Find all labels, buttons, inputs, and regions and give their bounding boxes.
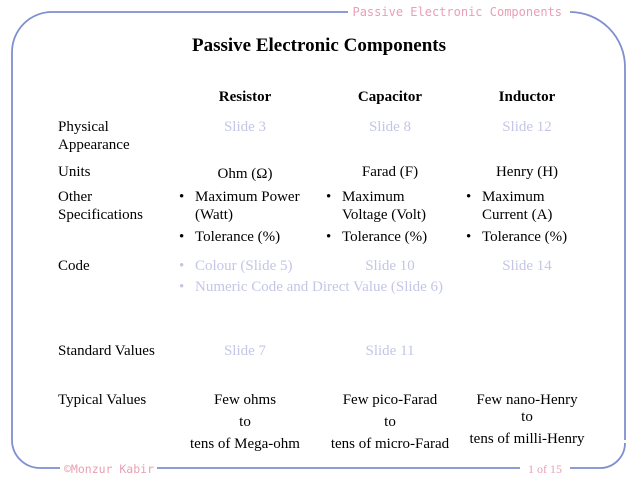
typical-inductor-3: tens of milli-Henry	[469, 431, 585, 447]
bullet: •	[179, 229, 185, 245]
units-resistor: Ohm (Ω)	[217, 166, 273, 182]
link-slide-11[interactable]: Slide 11	[365, 343, 415, 359]
spec-inductor-1: Maximum Current (A)	[482, 189, 553, 223]
row-label-code: Code	[58, 258, 90, 274]
footer-author: ©Monzur Kabir	[64, 462, 155, 476]
row-label-standard: Standard Values	[58, 343, 155, 359]
column-header-capacitor: Capacitor	[357, 89, 423, 105]
bullet: •	[179, 279, 185, 295]
spec-capacitor-2: Tolerance (%)	[342, 229, 428, 245]
typical-inductor-1: Few nano-Henry	[476, 392, 578, 408]
link-slide-8[interactable]: Slide 8	[368, 119, 412, 135]
typical-resistor-3: tens of Mega-ohm	[190, 436, 300, 452]
units-capacitor: Farad (F)	[361, 164, 419, 180]
typical-capacitor-3: tens of micro-Farad	[330, 436, 450, 452]
typical-capacitor-2: to	[384, 414, 396, 430]
link-slide-3[interactable]: Slide 3	[223, 119, 267, 135]
column-header-resistor: Resistor	[218, 89, 272, 105]
link-slide-5[interactable]: Colour (Slide 5)	[195, 258, 293, 274]
bullet: •	[326, 189, 332, 205]
units-inductor: Henry (H)	[495, 164, 559, 180]
row-label-typical: Typical Values	[58, 392, 147, 408]
bullet: •	[179, 189, 185, 205]
link-slide-10[interactable]: Slide 10	[365, 258, 415, 274]
bullet: •	[466, 229, 472, 245]
link-slide-12[interactable]: Slide 12	[502, 119, 552, 135]
link-slide-6[interactable]: Numeric Code and Direct Value (Slide 6)	[195, 279, 443, 295]
slide-title: Passive Electronic Components	[191, 35, 447, 56]
header-text: Passive Electronic Components	[348, 4, 566, 20]
spec-resistor-2: Tolerance (%)	[195, 229, 281, 245]
bullet: •	[466, 189, 472, 205]
typical-resistor-1: Few ohms	[213, 392, 277, 408]
typical-resistor-2: to	[239, 414, 251, 430]
row-label-physical: Physical Appearance	[58, 119, 130, 153]
bullet: •	[179, 258, 185, 274]
spec-inductor-2: Tolerance (%)	[482, 229, 568, 245]
typical-inductor-2: to	[521, 409, 533, 425]
spec-resistor-1: Maximum Power (Watt)	[195, 189, 300, 223]
footer-page-number: 1 of 15	[528, 462, 562, 476]
link-slide-7[interactable]: Slide 7	[223, 343, 267, 359]
bullet: •	[326, 229, 332, 245]
link-slide-14[interactable]: Slide 14	[502, 258, 552, 274]
spec-capacitor-1: Maximum Voltage (Volt)	[342, 189, 427, 223]
row-label-other: Other Specifications	[58, 189, 143, 223]
typical-capacitor-1: Few pico-Farad	[342, 392, 438, 408]
row-label-units: Units	[58, 164, 91, 180]
column-header-inductor: Inductor	[498, 89, 556, 105]
